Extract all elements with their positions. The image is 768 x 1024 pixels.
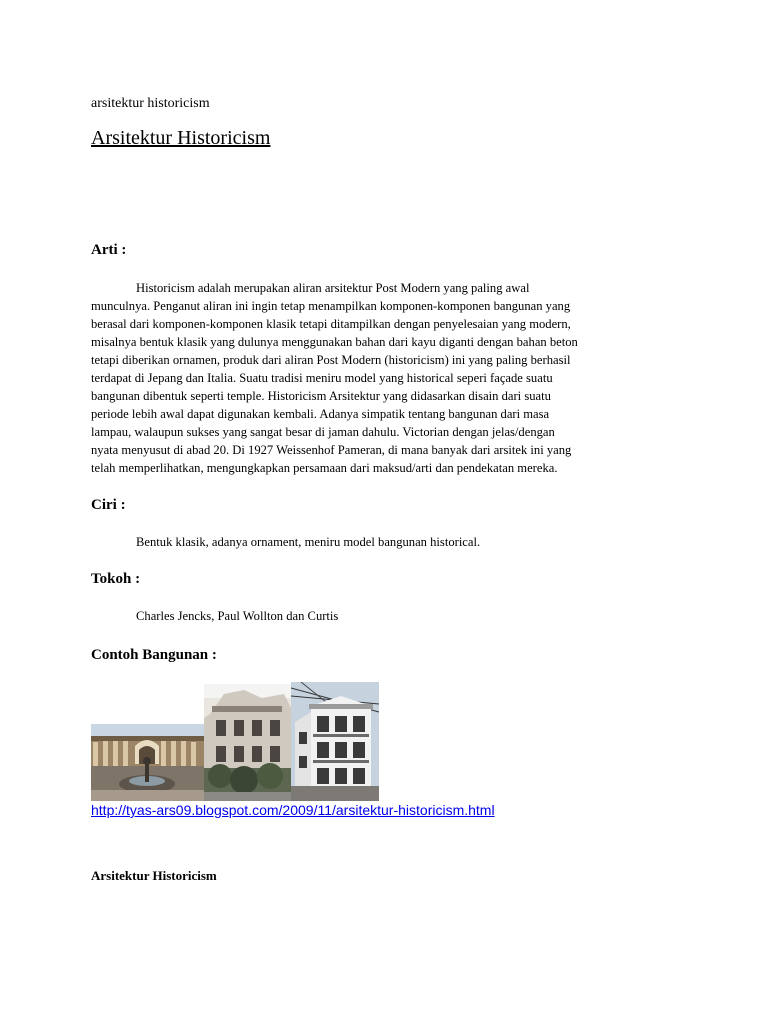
section-heading-tokoh: Tokoh : [91, 571, 141, 587]
arti-line-6: terdapat di Jepang dan Italia. Suatu tradisi meniru model yang historical seperi façade suatu [91, 371, 553, 385]
tokoh-text: Charles Jencks, Paul Wollton dan Curtis [136, 609, 339, 623]
footer-heading: Arsitektur Historicism [91, 868, 217, 883]
building-photo-balconies [291, 682, 379, 801]
arti-line-3: berasal dari komponen-komponen klasik tetapi ditampilkan dengan penyelesaian yang modern, [91, 317, 571, 331]
main-heading: Arsitektur Historicism [91, 127, 271, 149]
section-heading-contoh: Contoh Bangunan : [91, 647, 217, 663]
arti-line-11: telah memperlihatkan, mengungkapkan persamaan dari maksud/arti dan pendekatan mereka. [91, 461, 558, 475]
section-heading-arti: Arti : [91, 242, 127, 258]
arti-line-7: bangunan dibentuk seperti temple. Historicism Arsitektur yang didasarkan disain dari suatu [91, 389, 551, 403]
arti-line-10: nyata menyusut di abad 20. Di 1927 Weissenhof Pameran, di mana banyak dari arsitek ini yang [91, 443, 572, 457]
arti-line-9: lampau, walaupun sukses yang sangat besar di jaman dahulu. Victorian dengan jelas/dengan [91, 425, 555, 439]
arti-line-5: tetapi diberikan ornamen, produk dari aliran Post Modern (historicism) ini yang paling berhasil [91, 353, 571, 367]
arti-line-1: Historicism adalah merupakan aliran arsitektur Post Modern yang paling awal [136, 281, 530, 295]
source-link[interactable]: http://tyas-ars09.blogspot.com/2009/11/arsitektur-historicism.html [91, 802, 495, 818]
arti-line-2: munculnya. Penganut aliran ini ingin tetap menampilkan komponen-komponen bangunan yang [91, 299, 571, 313]
arti-line-4: misalnya bentuk klasik yang dulunya menggunakan bahan dari kayu diganti dengan bahan beton [91, 335, 578, 349]
building-photo-townhouse [204, 684, 291, 801]
arti-line-8: periode lebih awal dapat digunakan kembali. Adanya simpatik tentang bangunan dari masa [91, 407, 550, 421]
building-photo-colonnade [91, 724, 204, 801]
section-heading-ciri: Ciri : [91, 497, 126, 513]
document-title: arsitektur historicism [91, 96, 210, 111]
ciri-text: Bentuk klasik, adanya ornament, meniru model bangunan historical. [136, 535, 481, 549]
